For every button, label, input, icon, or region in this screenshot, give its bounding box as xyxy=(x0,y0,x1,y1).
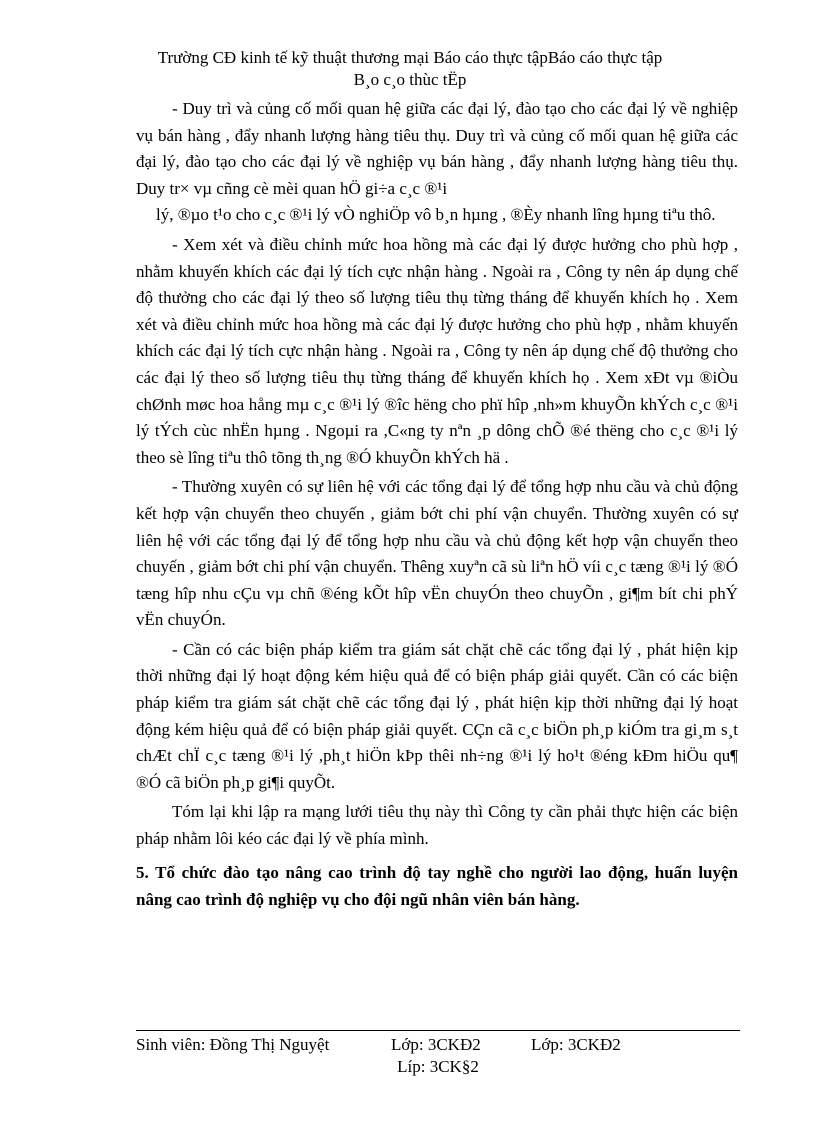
paragraph-agent-relations: - Duy trì và củng cố mối quan hệ giữa các đại lý, đào tạo cho các đại lý về nghiệp vụ bán hàng , đẩy nhanh lượng hàng tiêu thụ. Duy trì và củng cố mối quan hệ giữa các đại lý, đào tạo cho các đại lý về nghiệp vụ bán hàng , đẩy nhanh lượng hàng tiêu thụ. Duy tr× vµ cñng cè mèi quan hÖ gi÷a c¸c ®¹i xyxy=(136,99,738,198)
header-school-title: Trường CĐ kinh tế kỹ thuật thương mại Báo cáo thực tậpBáo cáo thực tập xyxy=(157,48,663,67)
section-heading: 5. Tổ chức đào tạo nâng cao trình độ tay nghề cho người lao động, huấn luyện nâng cao trình độ nghiệp vụ cho đội ngũ nhân viên bán hàng. xyxy=(136,862,738,909)
header-report-title: B¸o c¸o thùc tËp xyxy=(353,70,467,89)
footer-class-3: Líp: 3CK§2 xyxy=(397,1057,479,1076)
document-body xyxy=(136,96,738,913)
paragraph-contact-agents: - Thường xuyên có sự liên hệ với các tổng đại lý để tổng hợp nhu cầu và chủ động kết hợp vận chuyển theo chuyến , giảm bớt chi phí vận chuyển. Thường xuyên có sự liên hệ với các tổng đại lý để tổng hợp nhu cầu và chủ động kết hợp vận chuyển theo chuyến , giảm bớt chi phí vận chuyển. Thêng xuyªn cã sù liªn hÖ víi c¸c tæng ®¹i lý ®Ó tæng hîp nhu cÇu vµ chñ ®éng kÕt hîp vËn chuyÓn theo chuyÕn , gi¶m bít chi phÝ vËn chuyÓn. xyxy=(136,477,738,630)
page-footer xyxy=(136,1034,740,1078)
paragraph-commission: - Xem xét và điều chỉnh mức hoa hồng mà các đại lý được hưởng cho phù hợp , nhằm khuyến khích các đại lý tích cực nhận hàng . Ngoài ra , Công ty nên áp dụng chế độ thưởng cho các đại lý theo số lượng tiêu thụ từng tháng để khuyến khích họ . Xem xét và điều chỉnh mức hoa hồng mà các đại lý được hưởng cho phù hợp , nhằm khuyến khích các đại lý tích cực nhận hàng . Ngoài ra , Công ty nên áp dụng chế độ thưởng cho các đại lý theo số lượng tiêu thụ từng tháng để khuyến khích họ . Xem xÐt vµ ®iÒu chØnh møc hoa hång mµ c¸c ®¹i lý ®îc hëng cho phï hîp ,nh»m khuyÕn khÝch c¸c ®¹i lý tÝch cùc nhËn hµng . Ngoµi ra ,C«ng ty nªn ¸p dông chÕ ®é thëng cho c¸c ®¹i lý theo sè lîng tiªu thô tõng th¸ng ®Ó khuyÕn khÝch hä . xyxy=(136,234,738,467)
footer-student-name: Sinh viên: Đồng Thị Nguyệt xyxy=(136,1035,330,1054)
footer-divider xyxy=(136,1030,740,1031)
page-header xyxy=(110,47,710,91)
paragraph-agent-relations-cont: lý, ®µo t¹o cho c¸c ®¹i lý vÒ nghiÖp vô b¸n hµng , ®Èy nhanh lîng hµng tiªu thô. xyxy=(156,205,716,225)
paragraph-conclusion: Tóm lại khi lập ra mạng lưới tiêu thụ này thì Công ty cần phải thực hiện các biện pháp nhằm lôi kéo các đại lý về phía mình. xyxy=(136,802,738,849)
footer-class-1: Lớp: 3CKĐ2 xyxy=(391,1035,481,1054)
paragraph-supervision: - Cần có các biện pháp kiểm tra giám sát chặt chẽ các tổng đại lý , phát hiện kịp thời những đại lý hoạt động kém hiệu quả để có biện pháp giải quyết. Cần có các biện pháp kiểm tra giám sát chặt chẽ các tổng đại lý , phát hiện kịp thời những đại lý hoạt động kém hiệu quả để có biện pháp giải quyết. CÇn cã c¸c biÖn ph¸p kiÓm tra gi¸m s¸t chÆt chÏ c¸c tæng ®¹i lý ,ph¸t hiÖn kÞp thêi nh÷ng ®¹i lý ho¹t ®éng kÐm hiÖu qu¶ ®Ó cã biÖn ph¸p gi¶i quyÕt. xyxy=(136,639,738,792)
footer-class-2: Lớp: 3CKĐ2 xyxy=(531,1035,621,1054)
